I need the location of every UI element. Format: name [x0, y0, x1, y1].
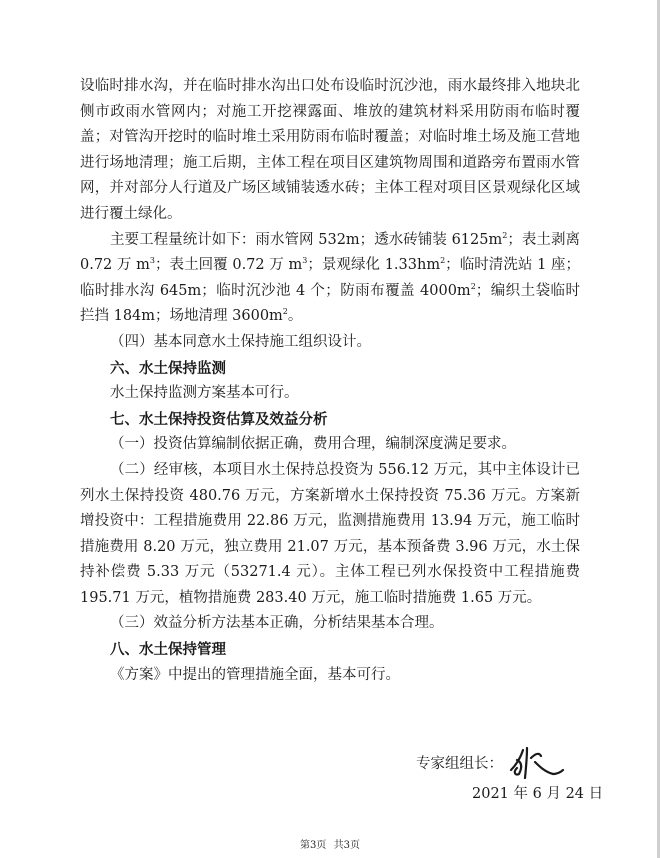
quantities-part-d: ；景观绿化 1.33hm — [307, 257, 441, 274]
handwritten-signature-icon — [507, 744, 565, 780]
heading-monitoring: 六、水土保持监测 — [110, 359, 226, 377]
quantities-part-c: ；表土回覆 0.72 万 m — [154, 257, 303, 274]
superscript-2: 2 — [502, 230, 508, 240]
quantities-part-g: 。 — [287, 308, 303, 325]
heading-management: 八、水土保持管理 — [110, 641, 226, 659]
paragraph-quantities — [80, 228, 580, 330]
superscript-2b: 2 — [440, 256, 446, 266]
quantities-part-b: ；表土剥离 0.72 万 m — [80, 231, 580, 274]
paragraph-investment-detail: （二）经审核，本项目水土保持总投资为 556.12 万元，其中主体设计已列水土保持投资 480.76 万元，方案新增水土保持投资 75.36 万元。方案新增投资中：工程措施费用 22.86 万元，监测措施费用 13.94 万元，施工临时措施费用 8.20 万元，独立费用 21.07 万元，基本预备费 3.96 万元，水土保持补偿费 5.33 万元（53271.4 元）。主体工程已列水保投资中工程措施费 195.71 万元，植物措施费 283.40 万元，施工临时措施费 1.65 万元。 — [80, 461, 580, 606]
quantities-part-a: 主要工程量统计如下：雨水管网 532m；透水砖铺装 6125m — [110, 231, 503, 248]
superscript-2d: 2 — [282, 307, 288, 317]
page-total: 共3页 — [333, 840, 360, 851]
page-footer — [0, 836, 660, 851]
signature-label: 专家组组长： — [416, 755, 503, 772]
paragraph-investment-basis: （一）投资估算编制依据正确，费用合理，编制深度满足要求。 — [110, 436, 516, 453]
superscript-2c: 2 — [470, 281, 476, 291]
paragraph-monitoring: 水土保持监测方案基本可行。 — [110, 385, 299, 402]
heading-investment: 七、水土保持投资估算及效益分析 — [110, 410, 328, 428]
paragraph-construction-design: （四）基本同意水土保持施工组织设计。 — [110, 333, 371, 350]
page-number: 第3页 — [300, 840, 327, 851]
signing-date: 2021 年 6 月 24 日 — [472, 786, 604, 802]
paragraph-management: 《方案》中提出的管理措施全面，基本可行。 — [110, 666, 400, 683]
document-body — [80, 74, 580, 688]
quantities-part-e: ；临时清洗站 1 座；临时排水沟 645m；临时沉沙池 4 个；防雨布覆盖 4000m — [80, 257, 580, 299]
superscript-3b: 3 — [302, 256, 308, 266]
superscript-3: 3 — [149, 256, 155, 266]
signature-line — [416, 744, 565, 780]
paragraph-drainage: 设临时排水沟，并在临时排水沟出口处布设临时沉沙池，雨水最终排入地块北侧市政雨水管网内；对施工开挖裸露面、堆放的建筑材料采用防雨布临时覆盖；对管沟开挖时的临时堆土采用防雨布临时覆盖；对临时堆土场及施工营地进行场地清理；施工后期，主体工程在项目区建筑物周围和道路旁布置雨水管网，并对部分人行道及广场区域铺装透水砖；主体工程对项目区景观绿化区域进行覆土绿化。 — [80, 78, 580, 222]
quantities-part-f: ；编织土袋临时拦挡 184m；场地清理 3600m — [80, 282, 580, 325]
paragraph-benefit-analysis: （三）效益分析方法基本正确，分析结果基本合理。 — [110, 615, 444, 632]
